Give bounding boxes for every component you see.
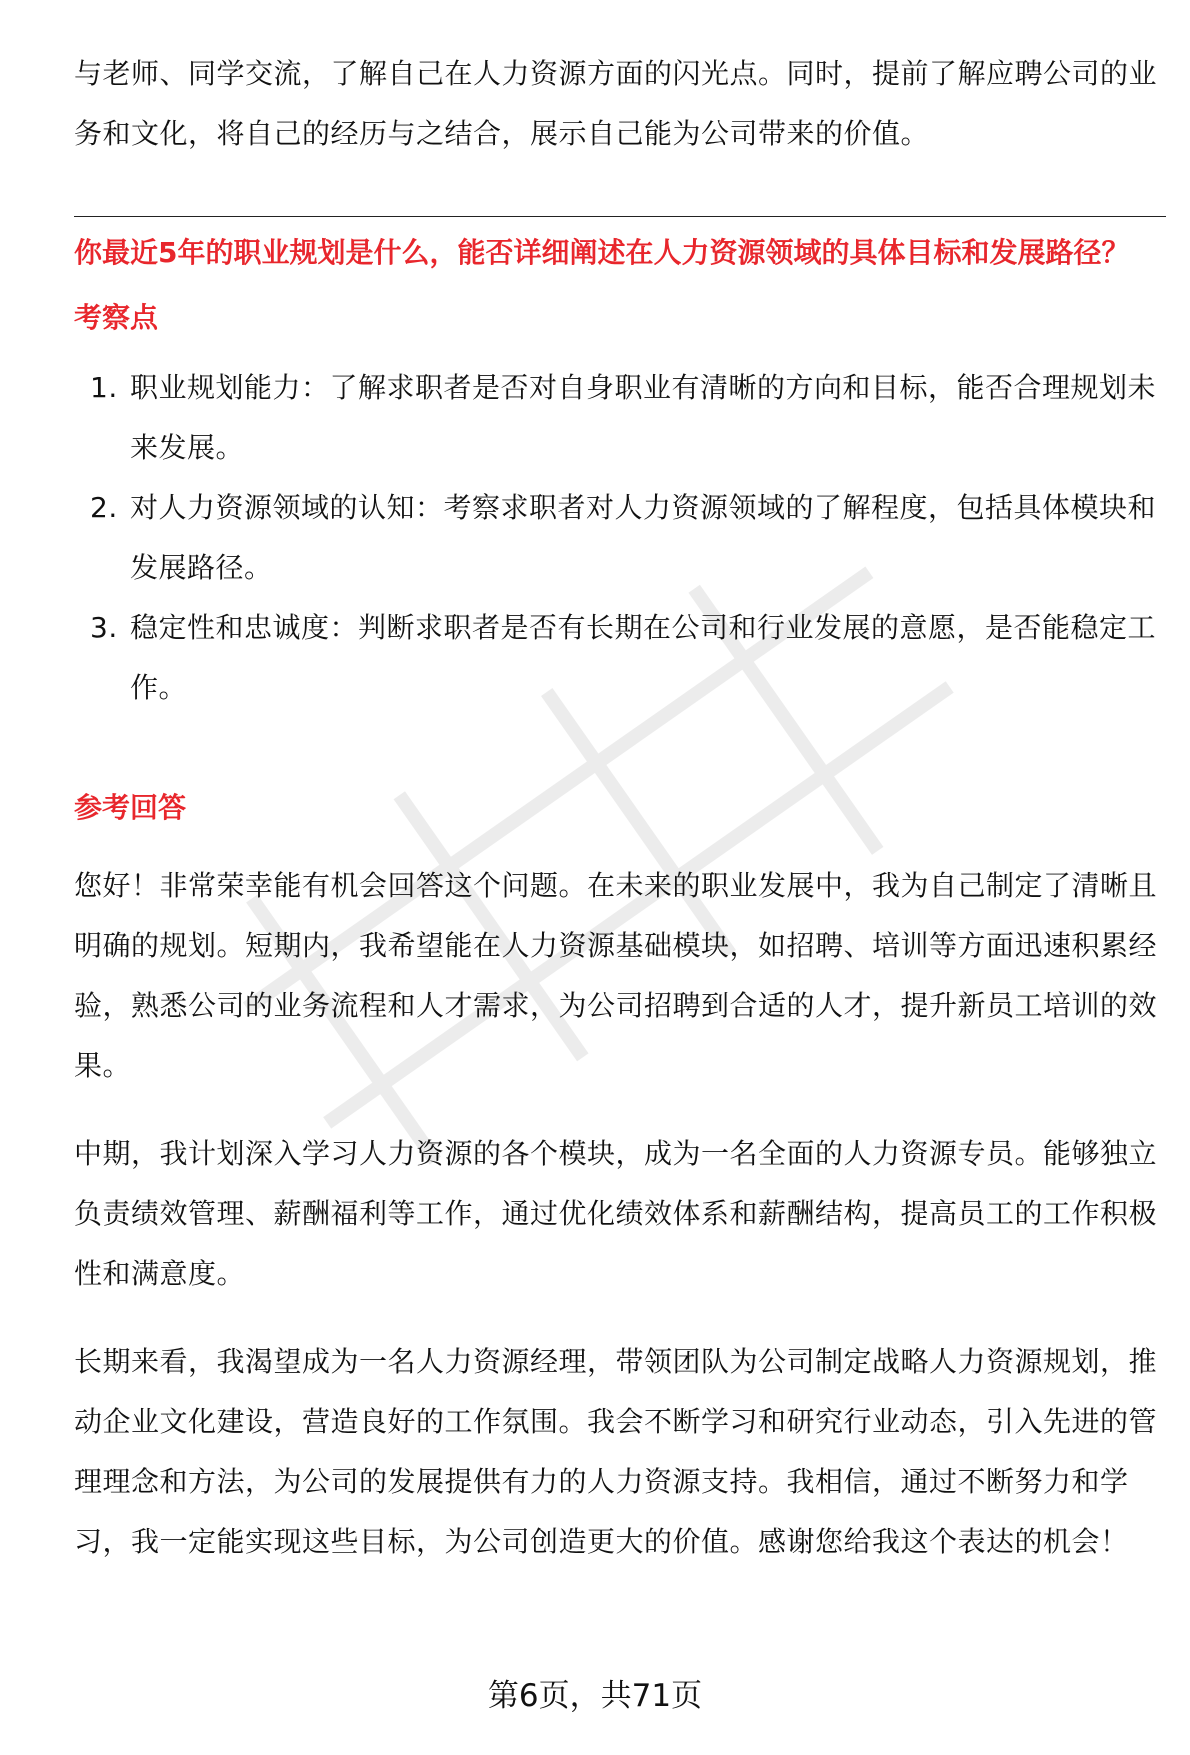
section-divider — [74, 216, 1166, 217]
points-heading: 考察点 — [74, 301, 159, 334]
point-text: 对人力资源领域的认知：考察求职者对人力资源领域的了解程度，包括具体模块和发展路径。 — [130, 491, 1157, 584]
point-item — [74, 478, 1170, 598]
answer-paragraph-2: 中期，我计划深入学习人力资源的各个模块，成为一名全面的人力资源专员。能够独立负责绩效管理、薪酬福利等工作，通过优化绩效体系和薪酬结构，提高员工的工作积极性和满意度。 — [74, 1137, 1158, 1290]
point-item — [74, 358, 1170, 478]
intro-block — [74, 44, 1174, 164]
answer-heading: 参考回答 — [74, 791, 187, 824]
answer-paragraph-1: 您好！非常荣幸能有机会回答这个问题。在未来的职业发展中，我为自己制定了清晰且明确的规划。短期内，我希望能在人力资源基础模块，如招聘、培训等方面迅速积累经验，熟悉公司的业务流程和人才需求，为公司招聘到合适的人才，提升新员工培训的效果。 — [74, 869, 1158, 1082]
point-text: 稳定性和忠诚度：判断求职者是否有长期在公司和行业发展的意愿，是否能稳定工作。 — [130, 611, 1157, 704]
point-text: 职业规划能力：了解求职者是否对自身职业有清晰的方向和目标，能否合理规划未来发展。 — [130, 371, 1157, 464]
intro-paragraph: 与老师、同学交流，了解自己在人力资源方面的闪光点。同时，提前了解应聘公司的业务和文化，将自己的经历与之结合，展示自己能为公司带来的价值。 — [74, 57, 1158, 150]
page-number: 第6页，共71页 — [487, 1678, 703, 1714]
points-list — [74, 358, 1170, 718]
point-item — [74, 598, 1170, 718]
point-number: 1. — [90, 371, 118, 404]
point-number: 3. — [90, 611, 118, 644]
answer-paragraph-3: 长期来看，我渴望成为一名人力资源经理，带领团队为公司制定战略人力资源规划，推动企业文化建设，营造良好的工作氛围。我会不断学习和研究行业动态，引入先进的管理理念和方法，为公司的发展提供有力的人力资源支持。我相信，通过不断努力和学习，我一定能实现这些目标，为公司创造更大的价值。感谢您给我这个表达的机会！ — [74, 1345, 1158, 1558]
interview-question: 你最近5年的职业规划是什么，能否详细阐述在人力资源领域的具体目标和发展路径？ — [74, 236, 1130, 269]
point-number: 2. — [90, 491, 118, 524]
